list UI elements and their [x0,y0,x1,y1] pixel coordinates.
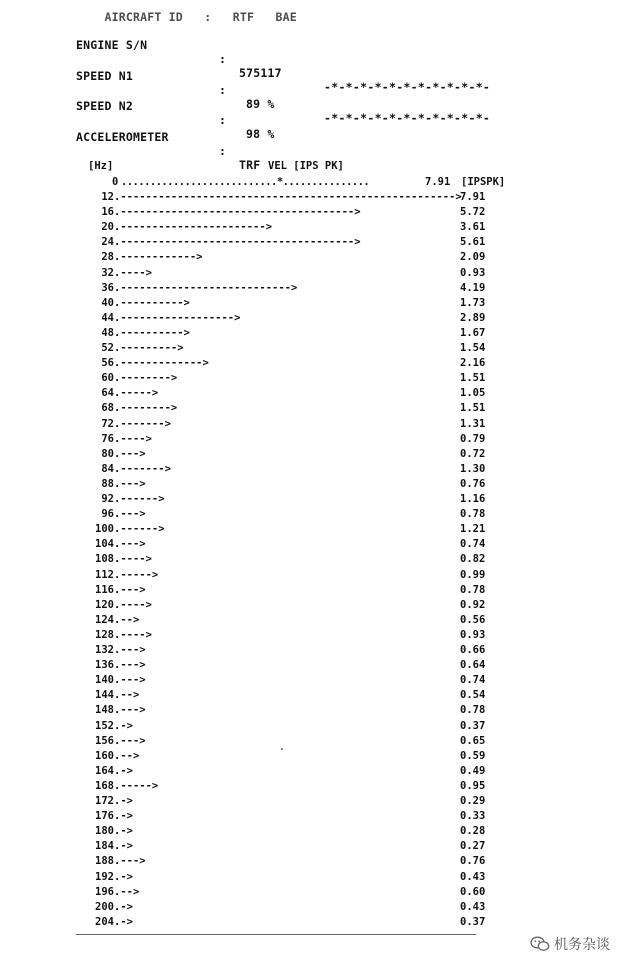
value-label: 1.30 [460,462,486,475]
table-row [0,643,640,658]
bar-mark: .-----> [114,387,159,400]
hz-label: 108 [95,553,114,566]
value-label: 0.74 [460,674,486,687]
value-label: 1.73 [460,296,486,309]
hz-label: 36 [101,281,114,294]
table-row [0,401,640,416]
bar-mark: .---------> [114,342,184,354]
table-row [0,658,640,673]
value-label: 0.76 [460,477,486,490]
value-label: 1.16 [460,493,486,505]
bar-mark: .-> [114,810,133,823]
header-label: SPEED N1 [76,69,133,83]
bar-mark: .--> [114,749,140,762]
bar-mark: .-> [114,825,133,838]
hz-label: 164 [95,764,114,777]
table-row [0,235,640,250]
hz-label: 160 [95,749,114,762]
header-dashes: -*-*-*-*-*-*-*-*-*-*-*- [324,111,491,125]
bar-mark: .-----> [114,779,159,792]
header-sep: : [219,83,227,97]
hz-label: 76 [101,432,114,445]
table-row [0,915,640,930]
watermark [530,934,610,954]
value-label: 2.89 [460,311,486,324]
value-label: 0.78 [460,583,486,596]
value-label: 4.19 [460,281,486,294]
hz-label: 56 [101,357,114,370]
hz-label: 104 [95,538,114,551]
hz-label: 60 [101,372,114,385]
table-row [0,205,640,220]
value-label: 2.09 [460,251,486,264]
hz-label: 180 [95,825,114,838]
table-row [0,552,640,567]
bar-mark: .----> [114,266,152,279]
hz-label: 136 [95,659,114,672]
table-row [0,432,640,447]
bar-mark: .-------> [114,462,171,475]
hz-label: 156 [95,734,114,747]
table-row [0,885,640,900]
header-top-partial [76,0,297,38]
hz-label: 20 [101,221,114,234]
bar-mark: .----> [114,553,152,566]
plot-title: VEL [IPS PK] [268,160,344,172]
bar-mark: .---> [114,734,146,747]
table-row [0,598,640,613]
header-dashes: -*-*-*-*-*-*-*-*-*-*-*- [324,80,491,94]
table-row [0,719,640,734]
bar-mark: .-----------------------------------------------------> [114,191,462,203]
bar-mark: .---> [114,508,146,521]
value-label: 2.16 [460,357,486,370]
bar-mark: .-> [114,915,133,928]
header-label: ENGINE S/N [76,38,148,52]
scale-min: 0 [112,176,119,188]
hz-label: 72 [101,417,114,430]
bar-mark: .----> [114,598,152,611]
header-label: SPEED N2 [76,99,133,113]
table-row [0,326,640,341]
value-label: 1.05 [460,387,486,400]
table-row [0,688,640,703]
value-label: 1.21 [460,523,486,536]
value-label: 0.79 [460,432,486,445]
bar-mark: .----------> [114,296,190,309]
table-row [0,703,640,718]
table-row [0,673,640,688]
table-row [0,764,640,779]
bar-mark: .------------> [114,251,203,264]
header-sep: : [219,113,227,127]
bar-mark: .---> [114,659,146,672]
value-label: 0.78 [460,704,486,717]
header-sep: : [219,52,227,66]
value-label: 0.29 [460,795,486,807]
hz-label: 92 [101,493,114,505]
value-label: 0.76 [460,855,486,868]
hz-label: 172 [95,795,114,807]
value-label: 5.72 [460,206,486,219]
bar-mark: .-> [114,840,133,853]
value-label: 0.56 [460,613,486,626]
bar-mark: .-----> [114,568,159,581]
table-row [0,749,640,764]
table-row [0,779,640,794]
bar-mark: .----------> [114,326,190,339]
value-label: 0.33 [460,810,486,823]
hz-label: 32 [101,266,114,279]
hz-label: 196 [95,885,114,898]
table-row [0,492,640,507]
bar-mark: .-------------> [114,357,209,370]
value-label: 1.51 [460,402,486,415]
bar-mark: .---> [114,704,146,717]
table-row [0,386,640,401]
hz-label: 184 [95,840,114,853]
value-label: 0.93 [460,628,486,641]
header-sep: : [219,144,227,158]
hz-label: 116 [95,583,114,596]
hz-label: 176 [95,810,114,823]
table-row [0,854,640,869]
hz-label: 64 [101,387,114,400]
bar-mark: .---> [114,855,146,868]
bar-mark: .-> [114,719,133,732]
hz-label: 152 [95,719,114,732]
hz-label: 88 [101,477,114,490]
hz-label: 24 [101,236,114,249]
table-row [0,870,640,885]
bar-mark: .-> [114,900,133,913]
bar-mark: .------> [114,493,165,505]
value-label: 0.49 [460,764,486,777]
bar-mark: .---> [114,538,146,551]
hz-label: 48 [101,326,114,339]
hz-label: 200 [95,900,114,913]
header-value: 575117 [239,66,282,80]
bar-mark: .---> [114,477,146,490]
page-bottom-edge [76,934,476,935]
table-row [0,809,640,824]
table-row [0,537,640,552]
table-row [0,824,640,839]
hz-label: 12 [101,191,114,203]
hz-label: 140 [95,674,114,687]
value-label: 0.78 [460,508,486,521]
header-value: 89 % [246,97,275,111]
bar-mark: .---> [114,674,146,687]
hz-label: 168 [95,779,114,792]
table-row [0,568,640,583]
table-row [0,794,640,809]
table-row [0,311,640,326]
bar-mark: .--------> [114,372,178,385]
table-row [0,371,640,386]
value-label: 0.43 [460,870,486,883]
table-row [0,190,640,205]
value-label: 0.99 [460,568,486,581]
bar-mark: .--------> [114,402,178,415]
hz-label: 40 [101,296,114,309]
header-value: 98 % [246,127,275,141]
value-label: 0.92 [460,598,486,611]
table-row [0,462,640,477]
bar-mark: .-> [114,870,133,883]
scale-dots: ...........................*............... [121,176,370,188]
table-row [0,220,640,235]
table-row [0,839,640,854]
bar-mark: .-------------------------------------> [114,206,361,219]
bar-mark: .------> [114,523,165,536]
table-row [0,417,640,432]
table-row [0,266,640,281]
value-label: 0.64 [460,659,486,672]
bar-mark: .--> [114,689,140,702]
bar-mark: .--> [114,613,140,626]
value-label: 0.59 [460,749,486,762]
value-label: 0.65 [460,734,486,747]
value-label: 1.54 [460,342,486,354]
hz-label: 112 [95,568,114,581]
value-label: 1.67 [460,326,486,339]
hz-label: 68 [101,402,114,415]
header-value: TRF [239,158,261,172]
table-row [0,341,640,356]
value-label: 1.51 [460,372,486,385]
hz-label: 132 [95,644,114,656]
table-row [0,447,640,462]
value-label: 5.61 [460,236,486,249]
value-label: 0.82 [460,553,486,566]
hz-label: 52 [101,342,114,354]
bar-mark: .-> [114,795,133,807]
value-label: 7.91 [460,191,486,203]
bar-mark: .----> [114,628,152,641]
table-row [0,628,640,643]
header-label: ACCELEROMETER [76,130,169,144]
bar-mark: .-----------------------> [114,221,273,234]
header-top-partial-text: AIRCRAFT ID : RTF BAE [104,10,297,24]
hz-label: 28 [101,251,114,264]
hz-label: 144 [95,689,114,702]
hz-label: 192 [95,870,114,883]
bar-mark: .---> [114,644,146,656]
hz-label: 96 [101,508,114,521]
bar-mark: .-------> [114,417,171,430]
table-row [0,507,640,522]
value-label: 1.31 [460,417,486,430]
bar-mark: .-> [114,764,133,777]
hz-label: 80 [101,447,114,460]
table-row [0,477,640,492]
bar-mark: .------------------> [114,311,241,324]
value-label: 0.66 [460,644,486,656]
bar-mark: .----> [114,432,152,445]
bar-mark: .--> [114,885,140,898]
table-row [0,250,640,265]
hz-label: 204 [95,915,114,928]
value-label: 3.61 [460,221,486,234]
table-row [0,356,640,371]
plot-unit-hz: [Hz] [88,160,114,172]
hz-label: 148 [95,704,114,717]
bar-mark: .-------------------------------------> [114,236,361,249]
hz-label: 100 [95,523,114,536]
scale-unit: [IPSPK] [461,176,506,188]
bar-mark: .---> [114,583,146,596]
value-label: 0.74 [460,538,486,551]
hz-label: 16 [101,206,114,219]
table-row [0,583,640,598]
value-label: 0.43 [460,900,486,913]
bar-mark: .---------------------------> [114,281,298,294]
hz-label: 128 [95,628,114,641]
value-label: 0.54 [460,689,486,702]
table-row [0,522,640,537]
hz-label: 84 [101,462,114,475]
value-label: 0.95 [460,779,486,792]
hz-label: 44 [101,311,114,324]
print-speck [281,748,283,750]
hz-label: 188 [95,855,114,868]
value-label: 0.37 [460,915,486,928]
value-label: 0.72 [460,447,486,460]
hz-label: 120 [95,598,114,611]
value-label: 0.60 [460,885,486,898]
table-row [0,296,640,311]
value-label: 0.93 [460,266,486,279]
value-label: 0.37 [460,719,486,732]
value-label: 0.28 [460,825,486,838]
table-row [0,734,640,749]
table-row [0,900,640,915]
watermark-text: 机务杂谈 [554,937,610,953]
wechat-icon [530,936,550,952]
scale-max: 7.91 [425,176,451,188]
value-label: 0.27 [460,840,486,853]
bar-mark: .---> [114,447,146,460]
hz-label: 124 [95,613,114,626]
table-row [0,613,640,628]
table-row [0,281,640,296]
